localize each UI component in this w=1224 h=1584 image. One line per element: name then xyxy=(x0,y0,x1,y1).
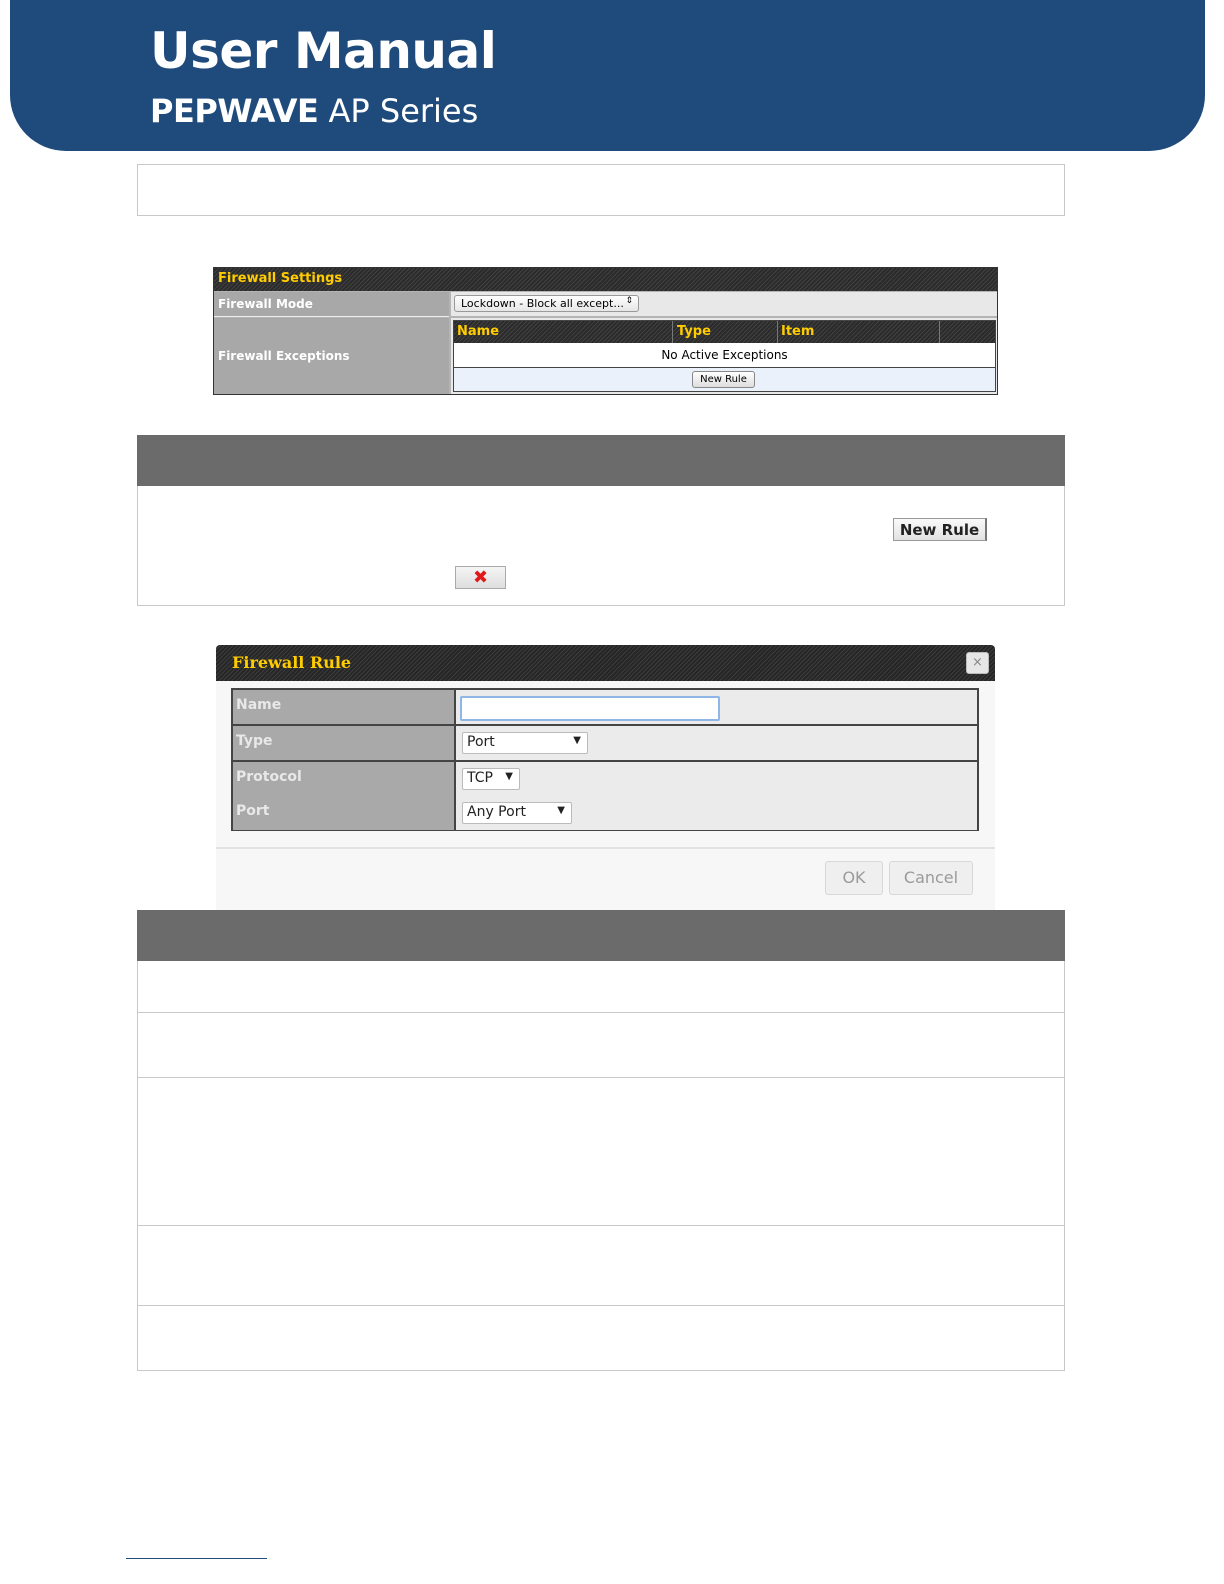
new-rule-small-button[interactable]: New Rule xyxy=(692,371,755,388)
section-body-1 xyxy=(137,486,1065,606)
protocol-value: TCP xyxy=(467,770,493,786)
footer-rule xyxy=(126,1558,267,1559)
product-series xyxy=(150,92,478,130)
row-divider xyxy=(138,1077,1064,1078)
port-label-cell xyxy=(233,796,454,830)
dialog-separator xyxy=(216,847,995,849)
type-row xyxy=(233,726,977,760)
firewall-rule-title-bar xyxy=(216,645,995,681)
ok-button[interactable]: OK xyxy=(825,861,883,895)
dropdown-arrow-icon: ▼ xyxy=(573,735,581,746)
protocol-row xyxy=(233,762,977,796)
port-value-cell xyxy=(456,796,977,830)
series-name: AP Series xyxy=(328,92,479,130)
no-exceptions-text: No Active Exceptions xyxy=(454,344,995,368)
manual-title: User Manual xyxy=(150,22,497,80)
row-divider xyxy=(138,1012,1064,1013)
port-value: Any Port xyxy=(467,804,526,820)
type-label: Type xyxy=(236,733,273,749)
firewall-mode-label-cell xyxy=(214,292,449,317)
protocol-value-cell xyxy=(456,762,977,796)
firewall-settings-panel xyxy=(213,267,998,395)
column-name: Name xyxy=(457,324,500,339)
firewall-mode-value: Lockdown - Block all except... xyxy=(461,297,624,310)
cancel-button[interactable]: Cancel xyxy=(889,861,973,895)
delete-icon[interactable]: ✖ xyxy=(455,566,506,589)
section-header-1 xyxy=(137,435,1065,486)
type-select[interactable] xyxy=(462,732,588,754)
firewall-settings-title: Firewall Settings xyxy=(218,271,343,286)
exceptions-table-header xyxy=(454,321,995,343)
dropdown-arrow-icon: ▼ xyxy=(557,805,565,816)
name-label-cell xyxy=(233,690,454,724)
column-separator xyxy=(672,321,673,343)
row-divider xyxy=(138,1225,1064,1226)
section-header-2 xyxy=(137,910,1065,961)
firewall-mode-label: Firewall Mode xyxy=(218,297,313,311)
column-separator xyxy=(777,321,778,343)
column-separator xyxy=(939,321,940,343)
type-label-cell xyxy=(233,726,454,760)
brand-name: PEPWAVE xyxy=(150,92,319,130)
port-row xyxy=(233,796,977,830)
type-value: Port xyxy=(467,734,495,750)
top-box xyxy=(137,164,1065,216)
protocol-label-cell xyxy=(233,762,454,796)
firewall-mode-select[interactable] xyxy=(454,295,639,312)
section-body-2 xyxy=(137,961,1065,1371)
firewall-mode-value-cell xyxy=(451,292,997,316)
firewall-exceptions-label: Firewall Exceptions xyxy=(218,349,350,363)
protocol-select[interactable] xyxy=(462,768,520,790)
name-label: Name xyxy=(236,697,282,713)
row-divider xyxy=(138,1305,1064,1306)
firewall-rule-title: Firewall Rule xyxy=(232,653,352,672)
dropdown-arrow-icon: ▼ xyxy=(505,771,513,782)
header-banner xyxy=(10,0,1205,151)
port-select[interactable] xyxy=(462,802,572,824)
new-rule-row xyxy=(454,368,995,391)
column-item: Item xyxy=(781,324,815,339)
port-label: Port xyxy=(236,803,270,819)
protocol-label: Protocol xyxy=(236,769,302,785)
new-rule-button[interactable]: New Rule xyxy=(893,518,987,541)
firewall-settings-title-bar xyxy=(214,268,997,291)
type-value-cell xyxy=(456,726,977,760)
firewall-exceptions-label-cell xyxy=(214,318,449,394)
close-icon[interactable]: × xyxy=(966,652,989,674)
column-type: Type xyxy=(677,324,711,339)
select-arrows-icon: ⇕ xyxy=(625,296,633,306)
name-input[interactable] xyxy=(460,696,720,721)
exceptions-table xyxy=(453,320,996,392)
